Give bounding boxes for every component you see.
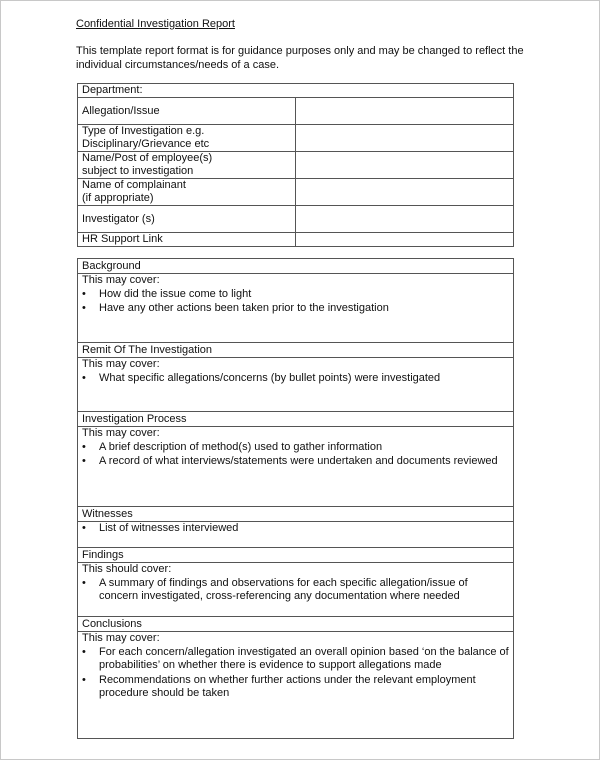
section-intro: This may cover:	[82, 427, 160, 439]
info-row	[78, 98, 514, 125]
section-body[interactable]	[78, 358, 513, 411]
info-row	[78, 125, 514, 152]
section-intro: This may cover:	[82, 358, 160, 370]
info-value-field[interactable]	[296, 125, 514, 152]
info-label	[78, 152, 296, 179]
department-row	[78, 84, 514, 98]
section-heading: Findings	[78, 548, 513, 563]
section-conclusions	[77, 616, 514, 739]
list-item: • A brief description of method(s) used to gather information	[82, 441, 509, 455]
list-item: • Have any other actions been taken prior to the investigation	[82, 302, 509, 316]
bullet-list	[82, 441, 509, 469]
section-heading: Conclusions	[78, 617, 513, 632]
list-item: • A summary of findings and observations for each specific allegation/issue of concern investigated, cross-referencing any documentation where needed	[82, 577, 509, 604]
section-heading: Witnesses	[78, 507, 513, 522]
info-label-line: Name of complainant	[82, 179, 186, 191]
section-heading: Remit Of The Investigation	[78, 343, 513, 358]
info-label-line: Disciplinary/Grievance etc	[82, 138, 210, 150]
section-witnesses	[77, 506, 514, 547]
department-label: Department:	[78, 84, 514, 98]
intro-paragraph: This template report format is for guidance purposes only and may be changed to reflect the individual circumstances/needs of a case.	[76, 45, 524, 71]
section-intro: This may cover:	[82, 632, 160, 644]
info-value-field[interactable]	[296, 152, 514, 179]
list-item: • Recommendations on whether further actions under the relevant employment procedure should be taken	[82, 674, 509, 701]
section-heading: Investigation Process	[78, 412, 513, 427]
info-label-line: (if appropriate)	[82, 192, 154, 204]
info-table	[77, 83, 514, 247]
info-value-field[interactable]	[296, 179, 514, 206]
info-label	[78, 179, 296, 206]
list-item: • What specific allegations/concerns (by bullet points) were investigated	[82, 372, 509, 386]
section-body[interactable]	[78, 427, 513, 506]
list-item: • For each concern/allegation investigated an overall opinion based ‘on the balance of probabilities’ on whether there is evidence to support allegations made	[82, 646, 509, 673]
section-body[interactable]	[78, 522, 513, 547]
page-title: Confidential Investigation Report	[76, 18, 235, 30]
list-item: • List of witnesses interviewed	[82, 522, 509, 536]
section-remit	[77, 342, 514, 411]
info-value-field[interactable]	[296, 233, 514, 247]
info-label-line: Name/Post of employee(s)	[82, 152, 213, 164]
report-sections	[77, 258, 514, 739]
section-findings	[77, 547, 514, 616]
section-investigation-process	[77, 411, 514, 506]
info-row	[78, 233, 514, 247]
info-label-line: Type of Investigation e.g.	[82, 125, 205, 137]
bullet-list	[82, 288, 509, 316]
list-item: • A record of what interviews/statements were undertaken and documents reviewed	[82, 455, 509, 469]
section-intro: This may cover:	[82, 274, 160, 286]
info-row	[78, 179, 514, 206]
info-label	[78, 125, 296, 152]
info-value-field[interactable]	[296, 206, 514, 233]
info-label: Allegation/Issue	[78, 98, 296, 125]
list-item: • How did the issue come to light	[82, 288, 509, 302]
info-row	[78, 206, 514, 233]
bullet-list	[82, 522, 509, 536]
bullet-list	[82, 372, 509, 386]
info-label: Investigator (s)	[78, 206, 296, 233]
section-heading: Background	[78, 259, 513, 274]
info-label-line: subject to investigation	[82, 165, 194, 177]
section-body[interactable]	[78, 563, 513, 616]
bullet-list	[82, 646, 509, 701]
info-value-field[interactable]	[296, 98, 514, 125]
info-label: HR Support Link	[78, 233, 296, 247]
section-body[interactable]	[78, 632, 513, 738]
info-row	[78, 152, 514, 179]
bullet-list	[82, 577, 509, 604]
section-intro: This should cover:	[82, 563, 172, 575]
section-background	[77, 258, 514, 342]
section-body[interactable]	[78, 274, 513, 342]
